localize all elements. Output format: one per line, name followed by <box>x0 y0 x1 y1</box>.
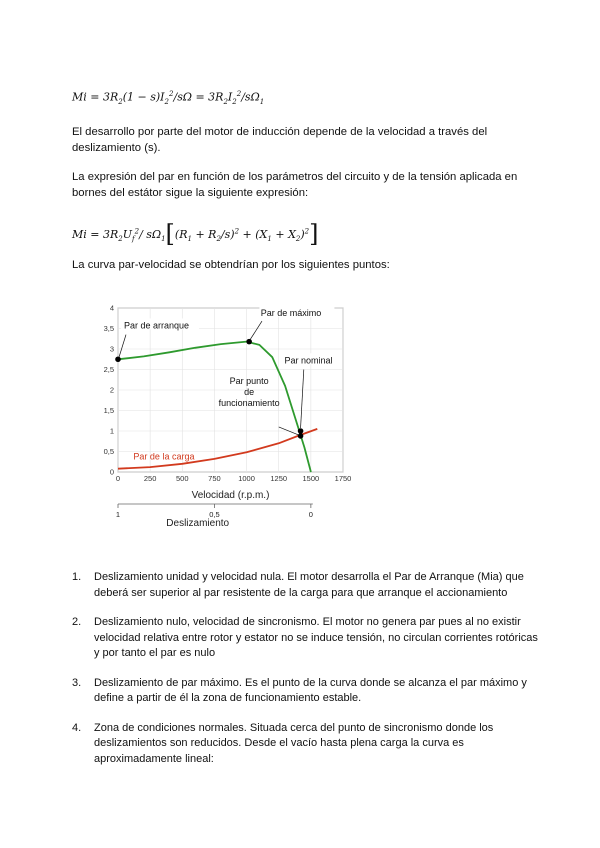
x-axis-label: Velocidad (r.p.m.) <box>191 490 270 501</box>
x-tick-label: 750 <box>208 474 221 483</box>
x-tick-label: 250 <box>143 474 157 483</box>
annotation-label-line: funcionamiento <box>218 397 280 408</box>
annotation-point <box>246 339 252 345</box>
slip-tick-label: 0,5 <box>209 510 220 519</box>
annotation-point <box>115 356 121 362</box>
paragraph-curva: La curva par-velocidad se obtendrían por los siguientes puntos: <box>72 259 390 271</box>
x-tick-label: 1000 <box>238 474 255 483</box>
formula-term: (1 − s)I <box>122 90 165 104</box>
x-tick-label: 1750 <box>334 474 352 483</box>
paragraph-expresion: La expresión del par en función de los parámetros del circuito y de la tensión aplicada en bornes del estátor sigue la siguiente expresión: <box>72 171 518 199</box>
x-tick-label: 500 <box>176 474 189 483</box>
formula-term: /sΩ = 3R <box>173 90 224 104</box>
formula-term: I <box>227 90 233 104</box>
formula-lhs: Mi <box>72 90 87 104</box>
x-tick-label: 1250 <box>270 474 288 483</box>
list-item: 1. Deslizamiento unidad y velocidad nula. El motor desarrolla el Par de Arranque (Mia) que deberá ser superior al par resistente de la carga para que arranque el accionamiento <box>72 571 524 599</box>
y-tick-label: 4 <box>109 303 114 313</box>
annotation-point <box>298 428 304 434</box>
slip-axis-label: Deslizamiento <box>166 518 230 529</box>
torque-speed-chart <box>90 300 360 530</box>
formula-lhs: Mi <box>72 228 87 241</box>
y-tick-label: 1 <box>109 426 114 436</box>
x-tick-label: 0 <box>115 474 121 483</box>
formula-torque: $Mi = 3R_2(1 - s)I_2^2/s\Omega = 3R_2I_2^2/s\Omega_1$ <box>72 90 265 106</box>
formula-term: 3R <box>103 90 119 104</box>
slip-tick-label: 1 <box>115 510 121 519</box>
y-tick-label: 0,5 <box>103 447 114 456</box>
annotation-label-line: de <box>244 386 255 397</box>
y-tick-label: 0 <box>109 467 114 477</box>
chart-svg <box>90 300 360 530</box>
y-tick-label: 3 <box>109 344 114 354</box>
list-item: 2. Deslizamiento nulo, velocidad de sincronismo. El motor no genera par pues al no existir velocidad relativa entre rotor y estator no se induce tensión, no circulan corrientes rotóricas y por tanto el par es nulo <box>72 616 538 659</box>
annotation-label: Par de máximo <box>260 308 322 319</box>
x-tick-label: 1500 <box>302 474 320 483</box>
slip-tick-label: 0 <box>308 510 313 519</box>
annotation-label: Par nominal <box>284 355 333 366</box>
list-item: 3. Deslizamiento de par máximo. Es el punto de la curva donde se alcanza el par máximo y define a partir de él la zona de funcionamiento estable. <box>72 676 527 704</box>
series-label-carga: Par de la carga <box>133 451 195 462</box>
paragraph-deslizamiento: El desarrollo por parte del motor de inducción depende de la velocidad a través del deslizamiento (s). <box>72 126 488 154</box>
y-tick-label: 1,5 <box>103 406 114 415</box>
formula-par: $Mi = 3R_2U_f^2/$ $s\Omega_1[(R_1 + R_2/s)^2 + (X_1 + X_2)^2]$ <box>72 220 319 248</box>
points-list <box>72 570 542 781</box>
formula-term: /sΩ <box>241 90 260 104</box>
annotation-label-line: Par punto <box>229 375 269 386</box>
y-tick-label: 2,5 <box>103 365 114 374</box>
annotation-point <box>298 433 304 439</box>
y-tick-label: 2 <box>109 385 114 395</box>
y-tick-label: 3,5 <box>103 324 114 333</box>
annotation-label: Par de arranque <box>124 320 190 331</box>
list-item: 4. Zona de condiciones normales. Situada cerca del punto de sincronismo donde los deslizamientos son reducidos. Desde el vacío hasta plena carga la curva es aproximadamente lineal: <box>72 721 494 765</box>
